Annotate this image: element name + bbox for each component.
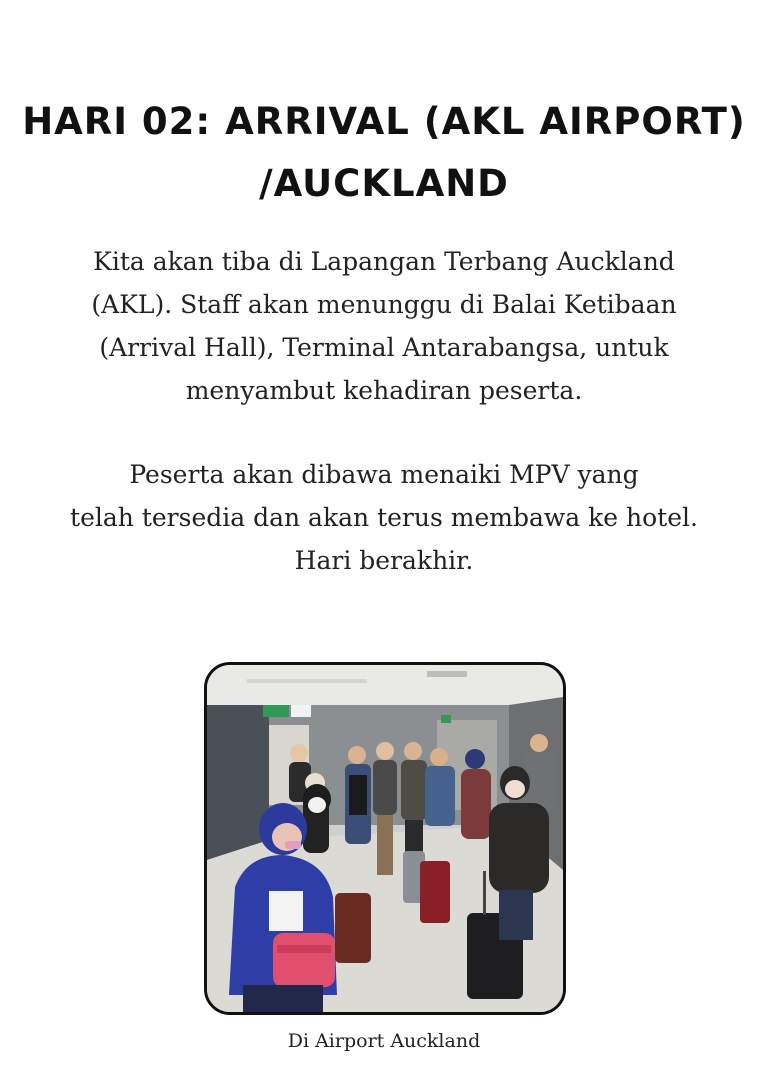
page-title-line-1: HARI 02: ARRIVAL (AKL AIRPORT): [22, 100, 746, 143]
paragraph-line: (AKL). Staff akan menunggu di Balai Ketibaan: [91, 290, 677, 319]
group-photo: [204, 662, 566, 1015]
paragraph-line: telah tersedia dan akan terus membawa ke hotel.: [70, 503, 698, 532]
paragraph-line: Peserta akan dibawa menaiki MPV yang: [129, 460, 639, 489]
transport-paragraph: [0, 453, 768, 582]
paragraph-line: Hari berakhir.: [294, 546, 474, 575]
paragraph-line: Kita akan tiba di Lapangan Terbang Auckland: [93, 247, 675, 276]
photo-caption: Di Airport Auckland: [287, 1030, 481, 1052]
page-title-line-2: /AUCKLAND: [259, 162, 509, 205]
intro-paragraph: [0, 240, 768, 412]
paragraph-line: (Arrival Hall), Terminal Antarabangsa, untuk: [99, 333, 669, 362]
group-photo-illustration: [207, 665, 563, 1012]
paragraph-line: menyambut kehadiran peserta.: [185, 376, 583, 405]
